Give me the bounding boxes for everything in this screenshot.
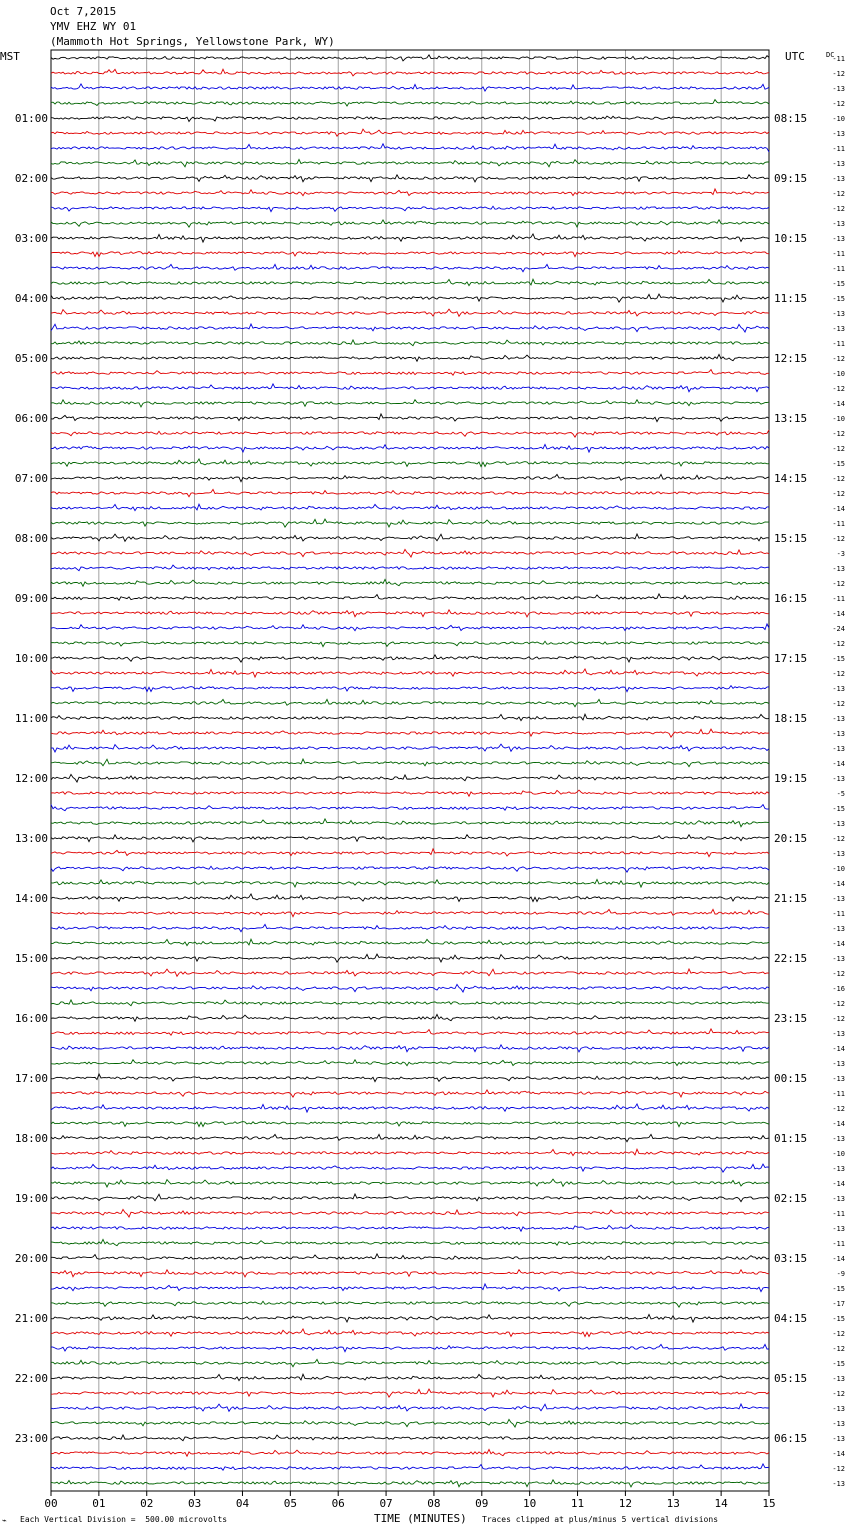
trace-row xyxy=(51,144,769,152)
dc-offset-label: -13 xyxy=(832,1480,845,1488)
trace-row xyxy=(51,866,769,872)
dc-offset-label: -11 xyxy=(832,1210,845,1218)
dc-offset-label: -12 xyxy=(832,1330,845,1338)
trace-row xyxy=(51,1179,769,1187)
trace-row xyxy=(51,641,769,646)
hour-label-right: 10:15 xyxy=(774,232,808,245)
hour-label-left: 16:00 xyxy=(14,1012,48,1025)
trace-row xyxy=(51,414,769,422)
trace-row xyxy=(51,489,769,496)
trace-row xyxy=(51,1464,769,1470)
dc-offset-label: -13 xyxy=(832,895,845,903)
dc-offset-label: -13 xyxy=(832,1030,845,1038)
trace-row xyxy=(51,1045,769,1052)
trace-row xyxy=(51,1225,769,1231)
dc-offset-label: -12 xyxy=(832,190,845,198)
trace-row xyxy=(51,294,769,302)
dc-offset-label: -12 xyxy=(832,445,845,453)
left-timezone-label: MST xyxy=(0,50,20,63)
hour-label-right: 05:15 xyxy=(774,1372,808,1385)
dc-offset-label: -15 xyxy=(832,1360,845,1368)
hour-label-left: 19:00 xyxy=(14,1192,48,1205)
trace-row xyxy=(51,714,769,720)
dc-offset-label: -15 xyxy=(832,1285,845,1293)
x-tick-label: 09 xyxy=(475,1497,489,1510)
dc-offset-label: -14 xyxy=(832,1045,845,1053)
label-layer xyxy=(15,55,845,1510)
hour-label-right: 21:15 xyxy=(774,892,808,905)
trace-row xyxy=(51,1389,769,1397)
dc-offset-label: -13 xyxy=(832,820,845,828)
trace-row xyxy=(51,264,769,271)
dc-offset-label: -13 xyxy=(832,220,845,228)
dc-offset-label: -14 xyxy=(832,505,845,513)
trace-row xyxy=(51,1014,769,1021)
trace-row xyxy=(51,759,769,767)
dc-offset-label: -12 xyxy=(832,355,845,363)
dc-offset-label: -12 xyxy=(832,670,845,678)
dc-offset-label: -13 xyxy=(832,1225,845,1233)
x-tick-label: 07 xyxy=(379,1497,393,1510)
trace-row xyxy=(51,474,769,481)
dc-offset-label: -13 xyxy=(832,685,845,693)
dc-offset-label: -5 xyxy=(836,790,845,798)
trace-row xyxy=(51,504,769,510)
dc-offset-label: -13 xyxy=(832,745,845,753)
trace-row xyxy=(51,1239,769,1245)
dc-offset-label: -15 xyxy=(832,460,845,468)
trace-row xyxy=(51,370,769,376)
dc-offset-label: -10 xyxy=(832,415,845,423)
dc-offset-label: -13 xyxy=(832,1165,845,1173)
trace-row xyxy=(51,384,769,392)
trace-row xyxy=(51,1329,769,1337)
hour-label-right: 06:15 xyxy=(774,1432,808,1445)
dc-offset-label: -13 xyxy=(832,1435,845,1443)
dc-offset-label: -11 xyxy=(832,1240,845,1248)
trace-row xyxy=(51,444,769,452)
dc-offset-label: -13 xyxy=(832,325,845,333)
dc-offset-label: -12 xyxy=(832,1465,845,1473)
trace-row xyxy=(51,116,769,121)
hour-label-right: 12:15 xyxy=(774,352,808,365)
dc-offset-label: -11 xyxy=(832,340,845,348)
trace-row xyxy=(51,459,769,467)
dc-offset-label: -12 xyxy=(832,385,845,393)
dc-offset-label: -11 xyxy=(832,145,845,153)
dc-offset-label: -13 xyxy=(832,775,845,783)
dc-offset-label: -17 xyxy=(832,1300,845,1308)
dc-offset-label: -14 xyxy=(832,400,845,408)
hour-label-left: 07:00 xyxy=(14,472,48,485)
dc-offset-label: -13 xyxy=(832,1195,845,1203)
dc-offset-label: -15 xyxy=(832,655,845,663)
hour-label-right: 17:15 xyxy=(774,652,808,665)
dc-offset-label: -11 xyxy=(832,265,845,273)
dc-offset-label: -14 xyxy=(832,880,845,888)
x-tick-label: 00 xyxy=(44,1497,58,1510)
dc-offset-label: -11 xyxy=(832,55,845,63)
trace-row xyxy=(51,655,769,662)
dc-offset-label: -13 xyxy=(832,1375,845,1383)
hour-label-left: 10:00 xyxy=(14,652,48,665)
dc-offset-label: -24 xyxy=(832,625,845,633)
dc-offset-label: -13 xyxy=(832,1420,845,1428)
dc-offset-label: -13 xyxy=(832,1405,845,1413)
dc-offset-label: -14 xyxy=(832,940,845,948)
corner-mark: ⌁ xyxy=(2,1516,7,1525)
trace-row xyxy=(51,1104,769,1112)
dc-offset-label: -12 xyxy=(832,1015,845,1023)
dc-offset-label: -13 xyxy=(832,925,845,933)
hour-label-left: 17:00 xyxy=(14,1072,48,1085)
dc-offset-label: -13 xyxy=(832,1075,845,1083)
x-tick-label: 08 xyxy=(427,1497,441,1510)
dc-offset-label: -12 xyxy=(832,430,845,438)
trace-row xyxy=(51,835,769,842)
hour-label-left: 05:00 xyxy=(14,352,48,365)
trace-row xyxy=(51,1270,769,1277)
hour-label-right: 08:15 xyxy=(774,112,808,125)
dc-offset-label: -13 xyxy=(832,715,845,723)
trace-row xyxy=(51,129,769,136)
x-tick-label: 10 xyxy=(523,1497,537,1510)
dc-label: DC xyxy=(826,51,835,59)
dc-offset-label: -15 xyxy=(832,280,845,288)
hour-label-left: 08:00 xyxy=(14,532,48,545)
station-label: YMV EHZ WY 01 xyxy=(50,20,137,33)
dc-offset-label: -13 xyxy=(832,730,845,738)
trace-row xyxy=(51,69,769,76)
x-tick-label: 13 xyxy=(666,1497,680,1510)
right-timezone-label: UTC xyxy=(785,50,805,63)
x-tick-label: 03 xyxy=(187,1497,202,1510)
hour-label-right: 16:15 xyxy=(774,592,808,605)
dc-offset-label: -13 xyxy=(832,160,845,168)
dc-offset-label: -14 xyxy=(832,1450,845,1458)
trace-row xyxy=(51,400,769,407)
trace-row xyxy=(51,1000,769,1006)
dc-offset-label: -10 xyxy=(832,370,845,378)
trace-row xyxy=(51,1194,769,1202)
trace-row xyxy=(51,1074,769,1082)
dc-offset-label: -3 xyxy=(836,550,845,558)
trace-row xyxy=(51,924,769,931)
trace-row xyxy=(51,55,769,61)
trace-row xyxy=(51,954,769,962)
x-tick-label: 12 xyxy=(618,1497,633,1510)
dc-offset-label: -12 xyxy=(832,1000,845,1008)
clip-note: Traces clipped at plus/minus 5 vertical divisions xyxy=(482,1515,719,1524)
trace-row xyxy=(51,909,769,916)
dc-offset-label: -12 xyxy=(832,490,845,498)
trace-row xyxy=(51,1480,769,1487)
trace-row xyxy=(51,1344,769,1351)
trace-row xyxy=(51,1090,769,1097)
dc-offset-label: -9 xyxy=(836,1270,845,1278)
trace-row xyxy=(51,1029,769,1035)
trace-row xyxy=(51,849,769,857)
trace-row xyxy=(51,84,769,91)
hour-label-right: 03:15 xyxy=(774,1252,808,1265)
dc-offset-label: -14 xyxy=(832,1255,845,1263)
dc-offset-label: -14 xyxy=(832,760,845,768)
dc-offset-label: -12 xyxy=(832,535,845,543)
trace-row xyxy=(51,594,769,600)
trace-row xyxy=(51,189,769,196)
x-tick-label: 11 xyxy=(570,1497,585,1510)
dc-offset-label: -16 xyxy=(832,985,845,993)
trace-row xyxy=(51,1314,769,1322)
trace-row xyxy=(51,624,769,631)
dc-offset-label: -12 xyxy=(832,640,845,648)
trace-row xyxy=(51,579,769,586)
trace-row xyxy=(51,1374,769,1380)
hour-label-right: 22:15 xyxy=(774,952,808,965)
hour-label-right: 00:15 xyxy=(774,1072,808,1085)
x-tick-label: 06 xyxy=(331,1497,345,1510)
dc-offset-label: -12 xyxy=(832,970,845,978)
dc-offset-label: -12 xyxy=(832,475,845,483)
dc-offset-label: -12 xyxy=(832,205,845,213)
trace-row xyxy=(51,549,769,557)
trace-row xyxy=(51,894,769,902)
trace-row xyxy=(51,206,769,211)
trace-row xyxy=(51,939,769,945)
hour-label-left: 21:00 xyxy=(14,1312,48,1325)
trace-row xyxy=(51,744,769,752)
dc-offset-label: -14 xyxy=(832,610,845,618)
x-tick-label: 14 xyxy=(714,1497,728,1510)
trace-row xyxy=(51,534,769,541)
dc-offset-label: -13 xyxy=(832,310,845,318)
trace-row xyxy=(51,1404,769,1411)
trace-layer xyxy=(51,55,769,1487)
hour-label-right: 01:15 xyxy=(774,1132,808,1145)
hour-label-left: 14:00 xyxy=(14,892,48,905)
trace-row xyxy=(51,774,769,782)
trace-row xyxy=(51,234,769,242)
hour-label-left: 11:00 xyxy=(14,712,48,725)
hour-label-left: 15:00 xyxy=(14,952,48,965)
dc-offset-label: -15 xyxy=(832,295,845,303)
dc-offset-label: -15 xyxy=(832,805,845,813)
hour-label-right: 18:15 xyxy=(774,712,808,725)
dc-offset-label: -12 xyxy=(832,835,845,843)
trace-row xyxy=(51,1122,769,1127)
dc-offset-label: -11 xyxy=(832,250,845,258)
x-tick-label: 05 xyxy=(283,1497,297,1510)
trace-row xyxy=(51,1435,769,1441)
dc-offset-label: -10 xyxy=(832,1150,845,1158)
trace-row xyxy=(51,309,769,316)
hour-label-left: 13:00 xyxy=(14,832,48,845)
hour-label-right: 04:15 xyxy=(774,1312,808,1325)
hour-label-left: 20:00 xyxy=(14,1252,48,1265)
trace-row xyxy=(51,686,769,692)
dc-offset-label: -13 xyxy=(832,85,845,93)
dc-offset-label: -14 xyxy=(832,1120,845,1128)
dc-offset-label: -11 xyxy=(832,910,845,918)
hour-label-left: 23:00 xyxy=(14,1432,48,1445)
trace-row xyxy=(51,729,769,737)
trace-row xyxy=(51,519,769,527)
hour-label-left: 18:00 xyxy=(14,1132,48,1145)
hour-label-left: 06:00 xyxy=(14,412,48,425)
trace-row xyxy=(51,430,769,437)
hour-label-left: 02:00 xyxy=(14,172,48,185)
dc-offset-label: -12 xyxy=(832,100,845,108)
trace-row xyxy=(51,1359,769,1366)
trace-row xyxy=(51,819,769,827)
trace-row xyxy=(51,804,769,810)
hour-label-right: 23:15 xyxy=(774,1012,808,1025)
hour-label-right: 11:15 xyxy=(774,292,808,305)
dc-offset-label: -12 xyxy=(832,1390,845,1398)
trace-row xyxy=(51,1284,769,1292)
dc-offset-label: -14 xyxy=(832,1180,845,1188)
trace-row xyxy=(51,1149,769,1155)
trace-row xyxy=(51,1301,769,1307)
dc-offset-label: -13 xyxy=(832,850,845,858)
dc-offset-label: -12 xyxy=(832,700,845,708)
x-tick-label: 02 xyxy=(140,1497,154,1510)
trace-row xyxy=(51,1449,769,1456)
trace-row xyxy=(51,175,769,182)
trace-row xyxy=(51,220,769,227)
dc-offset-label: -10 xyxy=(832,115,845,123)
trace-row xyxy=(51,969,769,976)
dc-offset-label: -10 xyxy=(832,865,845,873)
trace-row xyxy=(51,100,769,106)
hour-label-left: 01:00 xyxy=(14,112,48,125)
hour-label-right: 13:15 xyxy=(774,412,808,425)
x-tick-label: 01 xyxy=(92,1497,106,1510)
trace-row xyxy=(51,324,769,332)
dc-offset-label: -13 xyxy=(832,130,845,138)
trace-row xyxy=(51,1419,769,1427)
dc-offset-label: -15 xyxy=(832,1315,845,1323)
trace-row xyxy=(51,1060,769,1066)
dc-offset-label: -12 xyxy=(832,1345,845,1353)
scale-note: Each Vertical Division = 500.00 microvolts xyxy=(20,1515,228,1524)
trace-row xyxy=(51,699,769,706)
dc-offset-label: -12 xyxy=(832,1105,845,1113)
hour-label-right: 15:15 xyxy=(774,532,808,545)
dc-offset-label: -13 xyxy=(832,955,845,963)
dc-offset-label: -13 xyxy=(832,235,845,243)
trace-row xyxy=(51,251,769,257)
x-tick-label: 04 xyxy=(235,1497,250,1510)
trace-row xyxy=(51,1164,769,1172)
trace-row xyxy=(51,354,769,361)
dc-offset-label: -12 xyxy=(832,70,845,78)
trace-row xyxy=(51,790,769,796)
dc-offset-label: -13 xyxy=(832,175,845,183)
dc-offset-label: -12 xyxy=(832,580,845,588)
dc-offset-label: -13 xyxy=(832,565,845,573)
x-tick-label: 15 xyxy=(762,1497,776,1510)
hour-label-right: 02:15 xyxy=(774,1192,808,1205)
dc-offset-label: -13 xyxy=(832,1060,845,1068)
trace-row xyxy=(51,1134,769,1141)
hour-label-right: 09:15 xyxy=(774,172,808,185)
date-label: Oct 7,2015 xyxy=(50,5,117,18)
hour-label-left: 09:00 xyxy=(14,592,48,605)
hour-label-right: 19:15 xyxy=(774,772,808,785)
hour-label-left: 03:00 xyxy=(14,232,48,245)
trace-row xyxy=(51,159,769,166)
dc-offset-label: -11 xyxy=(832,520,845,528)
trace-row xyxy=(51,669,769,677)
dc-offset-label: -11 xyxy=(832,1090,845,1098)
trace-row xyxy=(51,610,769,617)
trace-row xyxy=(51,1254,769,1260)
trace-row xyxy=(51,879,769,887)
hour-label-left: 04:00 xyxy=(14,292,48,305)
hour-label-left: 12:00 xyxy=(14,772,48,785)
x-axis-label: TIME (MINUTES) xyxy=(374,1512,467,1525)
hour-label-right: 14:15 xyxy=(774,472,808,485)
dc-offset-label: -13 xyxy=(832,1135,845,1143)
trace-row xyxy=(51,984,769,992)
trace-row xyxy=(51,279,769,285)
trace-row xyxy=(51,565,769,571)
hour-label-left: 22:00 xyxy=(14,1372,48,1385)
location-label: (Mammoth Hot Springs, Yellowstone Park, WY) xyxy=(50,35,335,48)
dc-offset-label: -11 xyxy=(832,595,845,603)
trace-row xyxy=(51,1209,769,1217)
hour-label-right: 20:15 xyxy=(774,832,808,845)
trace-row xyxy=(51,340,769,346)
